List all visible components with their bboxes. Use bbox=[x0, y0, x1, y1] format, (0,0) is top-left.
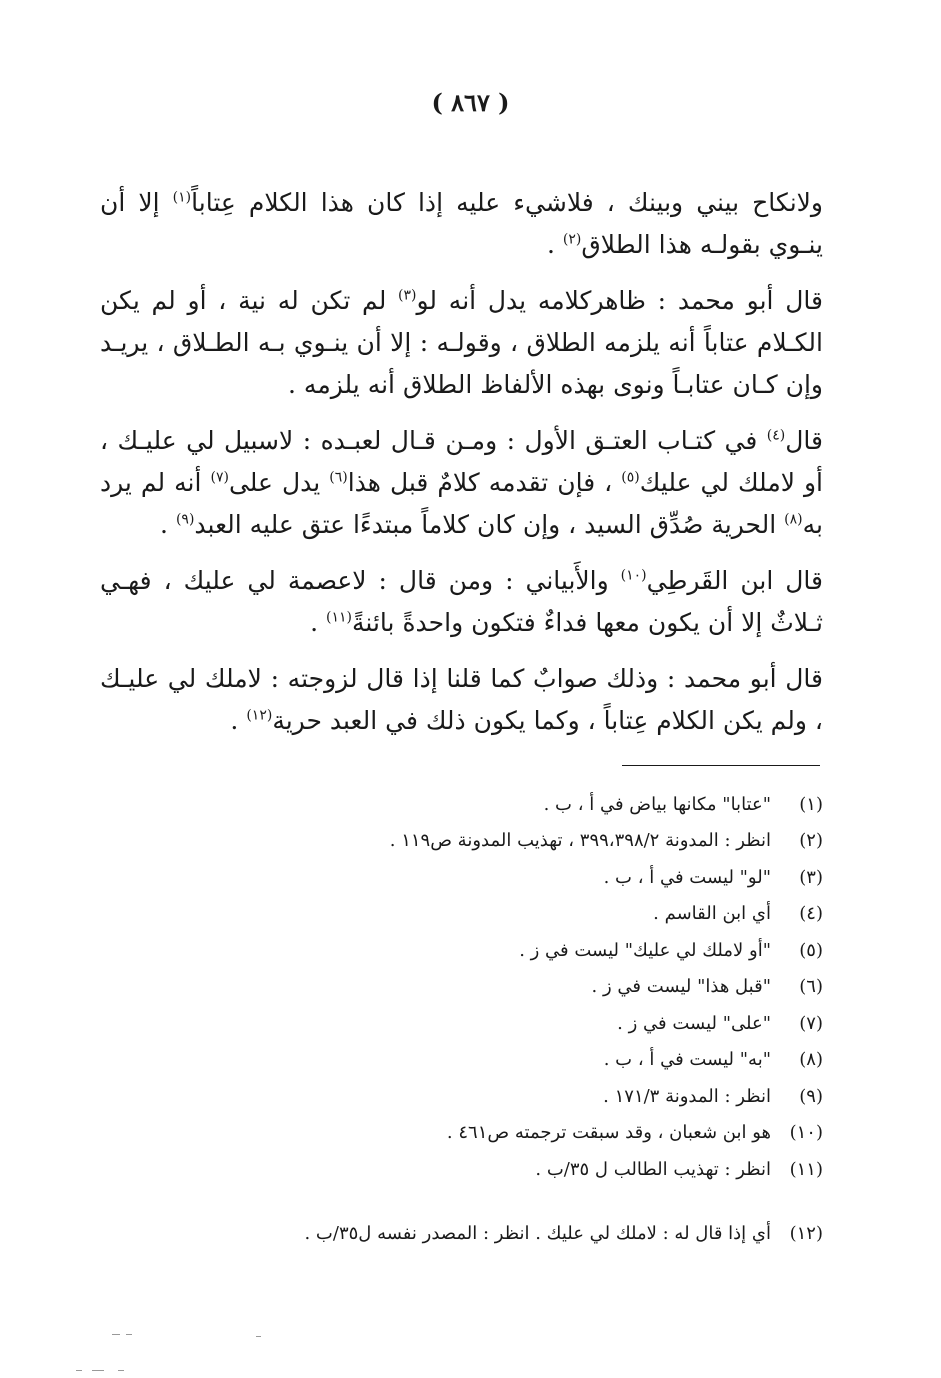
footnote-ref: (٣) bbox=[398, 287, 417, 304]
paragraph bbox=[100, 182, 823, 266]
footnote-text: انظر : تهذيب الطالب ل ٣٥/ب . bbox=[535, 1158, 771, 1180]
footnote-item bbox=[100, 1151, 823, 1188]
scan-speck bbox=[112, 1334, 120, 1335]
text-run: قال أبو محمد : وذلك صوابٌ كما قلنا إذا قال لزوجته : لاملك لي عليـك ، ولم يكن الكلام عِتاباً ، وكما يكون ذلك في العبد حرية bbox=[100, 664, 823, 735]
footnote-number: (١) bbox=[799, 793, 823, 815]
footnote-text: أي ابن القاسم . bbox=[653, 903, 771, 925]
scan-speck bbox=[256, 1336, 261, 1337]
footnote-text: "لو" ليست في أ ، ب . bbox=[603, 866, 771, 888]
footnote-text: "قبل هذا" ليست في ز . bbox=[591, 976, 771, 998]
footnote-ref: (٦) bbox=[329, 469, 348, 486]
footnote-ref: (٢) bbox=[562, 231, 582, 248]
body-text bbox=[100, 182, 823, 756]
paragraph bbox=[100, 560, 823, 644]
text-run: قال أبو محمد : ظاهركلامه يدل أنه لو bbox=[416, 286, 823, 315]
footnote-text: انظر : المدونة ١٧١/٣ . bbox=[603, 1085, 771, 1107]
text-run: في كتـاب العتـق الأول : ومـن قـال لعبـده : لاسبيل لي عليـك ، أو لاملك لي عليك bbox=[100, 426, 823, 497]
footnote-item bbox=[100, 896, 823, 933]
text-run: . bbox=[546, 230, 563, 259]
footnote-item bbox=[100, 1216, 823, 1253]
text-run: قال bbox=[785, 426, 823, 455]
footnote-number: (٧) bbox=[799, 1012, 823, 1034]
footnote-text: انظر : المدونة ٣٩٩،٣٩٨/٢ ، تهذيب المدونة ص١١٩ . bbox=[389, 830, 771, 852]
footnote-number: (٢) bbox=[799, 830, 823, 852]
scan-speck bbox=[126, 1334, 132, 1335]
footnote-item bbox=[100, 859, 823, 896]
text-run: والأَبياني : ومن قال : لاعصمة لي عليك ، فهـي ثـلاثٌ إلا أن يكون معها فداءٌ فتكون واحدةً بائنةً bbox=[100, 566, 823, 637]
text-run: الحرية صُدِّق السيد ، وإن كان كلاماً مبتدءًا عتق عليه العبد bbox=[194, 510, 785, 539]
scan-speck bbox=[118, 1370, 124, 1371]
footnote-number: (٦) bbox=[799, 976, 823, 998]
paragraph bbox=[100, 420, 823, 546]
paragraph bbox=[100, 658, 823, 742]
text-run: قال ابن القَرطِي bbox=[646, 566, 823, 595]
text-run: يدل على bbox=[228, 468, 330, 497]
footnote-item bbox=[100, 1005, 823, 1042]
footnote-text: هو ابن شعبان ، وقد سبقت ترجمته ص٤٦١ . bbox=[446, 1122, 771, 1144]
footnote-ref: (٥) bbox=[621, 469, 640, 486]
text-run: . bbox=[230, 706, 247, 735]
footnote-number: (١٢) bbox=[789, 1223, 823, 1245]
text-run: أنه لم يرد به bbox=[100, 468, 823, 539]
footnote-number: (١١) bbox=[789, 1158, 823, 1180]
footnote-number: (٤) bbox=[799, 903, 823, 925]
footnotes bbox=[100, 786, 823, 1252]
footnote-ref: (١٠) bbox=[620, 567, 647, 584]
footnote-item bbox=[100, 1115, 823, 1152]
text-run: ، فإن تقدمه كلامٌ قبل هذا bbox=[347, 468, 622, 497]
footnote-number: (١٠) bbox=[789, 1122, 823, 1144]
footnote-number: (٩) bbox=[799, 1085, 823, 1107]
footnote-number: (٣) bbox=[799, 866, 823, 888]
footnote-ref: (١٢) bbox=[246, 707, 273, 724]
footnote-item bbox=[100, 932, 823, 969]
footnote-ref: (١) bbox=[172, 189, 192, 206]
scan-speck bbox=[92, 1370, 104, 1371]
footnote-number: (٥) bbox=[799, 939, 823, 961]
footnote-text: "أو لاملك لي عليك" ليست في ز . bbox=[519, 939, 771, 961]
footnote-item bbox=[100, 823, 823, 860]
text-run: . bbox=[160, 510, 176, 539]
footnote-ref: (٨) bbox=[784, 511, 803, 528]
text-run: ولانكاح بيني وبينك ، فلاشيء عليه إذا كان هذا الكلام عِتاباً bbox=[191, 188, 823, 217]
footnote-text: "عتابا" مكانها بياض في أ ، ب . bbox=[543, 793, 771, 815]
footnote-ref: (٤) bbox=[766, 427, 786, 444]
footnote-item bbox=[100, 1078, 823, 1115]
footnote-text: "على" ليست في ز . bbox=[617, 1012, 771, 1034]
footnote-number: (٨) bbox=[799, 1049, 823, 1071]
footnote-ref: (٧) bbox=[210, 469, 229, 486]
footnote-divider bbox=[622, 765, 820, 766]
footnote-text: "به" ليست في أ ، ب . bbox=[603, 1049, 771, 1071]
paragraph bbox=[100, 280, 823, 406]
text-run: . bbox=[310, 608, 327, 637]
footnote-ref: (١١) bbox=[326, 609, 353, 626]
text-run: لم تكن له نية ، أو لم يكن الكـلام عتاباً أنه يلزمه الطلاق ، وقولـه : إلا أن ينـوي بـه الطـلاق ، يريـد وإن كـان عتابـاً ونوى بهذه الألفاظ الطلاق أنه يلزمه . bbox=[100, 286, 823, 399]
page-number: ( ٨٦٧ ) bbox=[431, 88, 510, 117]
scan-speck bbox=[76, 1370, 82, 1371]
footnote-item bbox=[100, 786, 823, 823]
footnote-item bbox=[100, 1042, 823, 1079]
text-run: إلا أن ينـوي بقولـه هذا الطلاق bbox=[100, 188, 823, 259]
footnote-text: أي إذا قال له : لاملك لي عليك . انظر : المصدر نفسه ل٣٥/ب . bbox=[304, 1223, 771, 1245]
footnote-ref: (٩) bbox=[175, 511, 195, 528]
footnote-item bbox=[100, 969, 823, 1006]
